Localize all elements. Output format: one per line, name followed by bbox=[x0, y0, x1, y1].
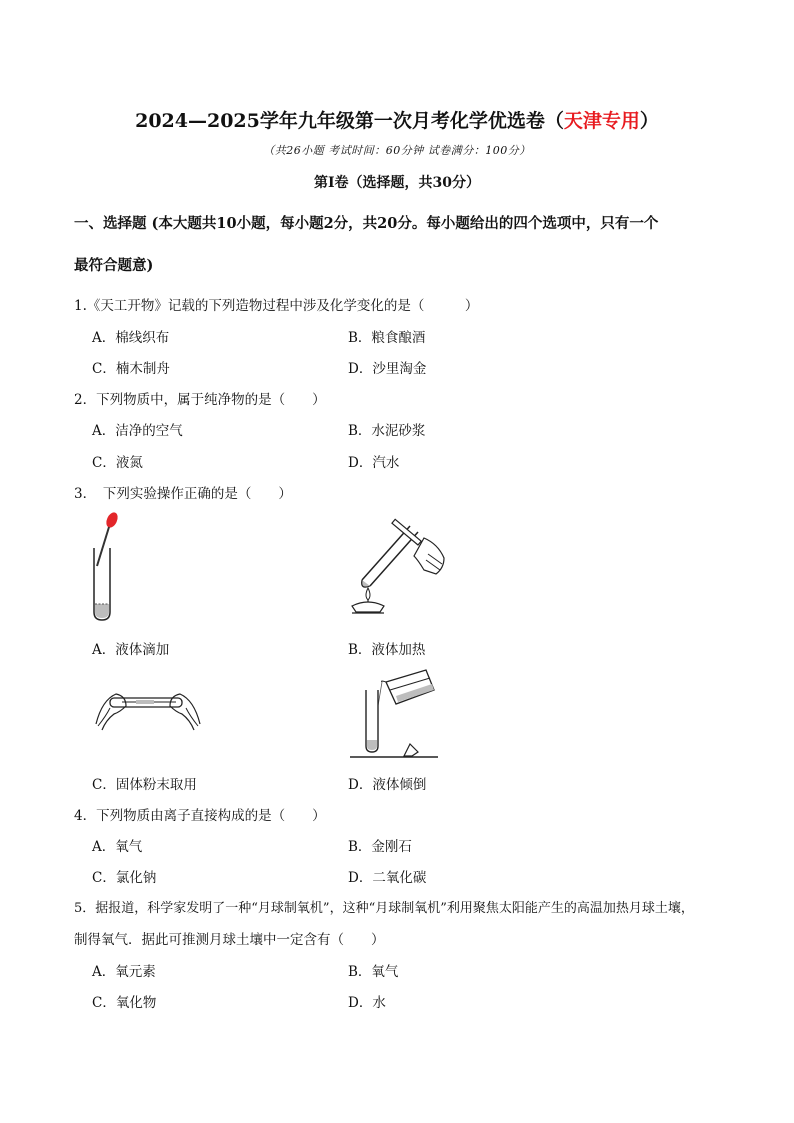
question-3-option-c: C．固体粉末取用 bbox=[92, 777, 197, 793]
pouring-liquid-into-test-tube-icon bbox=[346, 660, 438, 760]
question-2-option-b: B．水泥砂浆 bbox=[348, 423, 426, 439]
question-4-option-c: C．氯化钠 bbox=[92, 870, 157, 886]
question-1-option-d: D．沙里淘金 bbox=[348, 361, 427, 377]
question-2-option-c: C．液氮 bbox=[92, 455, 143, 471]
question-3-option-d: D．液体倾倒 bbox=[348, 777, 427, 793]
question-5-stem-line2: 制得氧气．据此可推测月球土壤中一定含有（ ） bbox=[74, 932, 385, 948]
question-4-stem: 4．下列物质由离子直接构成的是（ ） bbox=[74, 808, 326, 824]
question-5-option-a: A．氧元素 bbox=[92, 964, 156, 980]
question-1-stem: 1.《天工开物》记载的下列造物过程中涉及化学变化的是（ ） bbox=[74, 298, 479, 314]
question-3-option-b: B．液体加热 bbox=[348, 642, 426, 658]
question-1-option-b: B．粮食酿酒 bbox=[348, 330, 426, 346]
question-4-option-d: D．二氧化碳 bbox=[348, 870, 427, 886]
question-5-option-c: C．氧化物 bbox=[92, 995, 157, 1011]
question-2-option-a: A．洁净的空气 bbox=[92, 423, 183, 439]
question-2-option-d: D．汽水 bbox=[348, 455, 400, 471]
question-1-option-c: C．楠木制舟 bbox=[92, 361, 170, 377]
exam-info: （共26小题 考试时间：60分钟 试卷满分：100分） bbox=[263, 144, 531, 157]
part-heading: 第Ⅰ卷（选择题，共30分） bbox=[313, 175, 481, 191]
test-tube-heating-with-alcohol-lamp-icon bbox=[340, 514, 452, 614]
question-5-option-b: B．氧气 bbox=[348, 964, 399, 980]
section-instruction-line2: 最符合题意) bbox=[74, 257, 154, 274]
question-5-option-d: D．水 bbox=[348, 995, 386, 1011]
question-1-option-a: A．棉线织布 bbox=[92, 330, 170, 346]
question-4-option-b: B．金刚石 bbox=[348, 839, 412, 855]
question-3-stem: 3． 下列实验操作正确的是（ ） bbox=[74, 486, 292, 502]
title-region-tag: 天津专用 bbox=[563, 110, 640, 132]
page-title bbox=[0, 106, 794, 133]
section-instruction-line1: 一、选择题 (本大题共10小题，每小题2分，共20分。每小题给出的四个选项中，只有一个 bbox=[74, 215, 659, 232]
title-text: 2024—2025学年九年级第一次月考化学优选卷（ bbox=[135, 110, 564, 132]
question-3-option-a: A．液体滴加 bbox=[92, 642, 170, 658]
question-5-stem-line1: 5．据报道，科学家发明了一种“月球制氧机”，这种“月球制氧机”利用聚焦太阳能产生的高温加热月球土壤， bbox=[74, 901, 694, 916]
hands-holding-test-tube-with-paper-trough-icon bbox=[92, 680, 204, 734]
dropper-in-test-tube-icon bbox=[84, 508, 124, 624]
title-close-paren: ） bbox=[639, 110, 659, 132]
question-2-stem: 2．下列物质中，属于纯净物的是（ ） bbox=[74, 392, 326, 408]
question-4-option-a: A．氧气 bbox=[92, 839, 143, 855]
